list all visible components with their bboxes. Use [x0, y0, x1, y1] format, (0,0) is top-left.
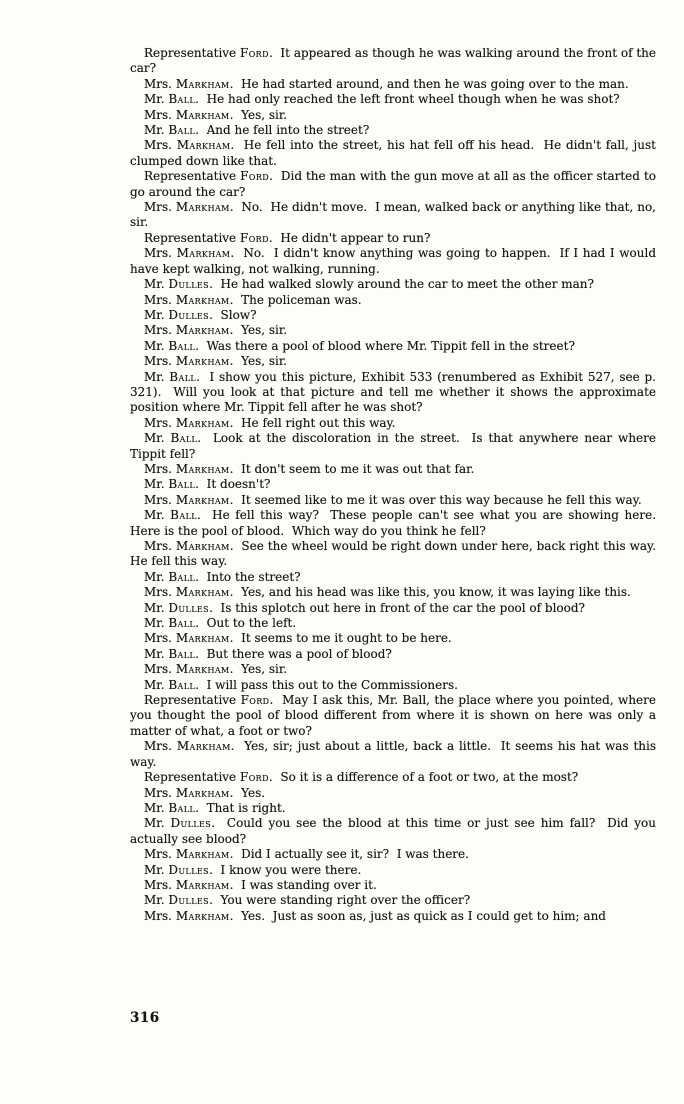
transcript-paragraph: Mrs. Markham. He fell right out this way. — [144, 415, 396, 430]
transcript-paragraph: Mrs. Markham. It don't seem to me it was out that far. — [144, 461, 475, 476]
speaker-label: Mrs. Markham. — [144, 847, 234, 862]
speaker-label: Mrs. Markham. — [144, 877, 234, 892]
transcript-paragraph: Mrs. Markham. It seems to me it ought to be here. — [144, 631, 452, 646]
speaker-label: Mrs. Markham. — [144, 785, 234, 800]
speaker-name: Ford — [240, 169, 270, 184]
speaker-label: Mr. Ball. — [144, 508, 201, 523]
speaker-label: Mrs. Markham. — [144, 631, 234, 646]
transcript-paragraph: Mr. Ball. I show you this picture, Exhibit 533 (renumbered as Exhibit 527, see p. 321). Will you look at that picture and tell me whether it shows the approximate position where Mr. Tippit fell after he was shot? — [130, 369, 660, 415]
transcript-paragraph: Mrs. Markham. Yes, sir. — [144, 662, 288, 677]
transcript-paragraph: Mrs. Markham. He had started around, and then he was going over to the man. — [144, 76, 629, 91]
speaker-label: Mr. Ball. — [144, 569, 199, 584]
transcript-paragraph: Mrs. Markham. I was standing over it. — [144, 877, 377, 892]
transcript-paragraph: Representative Ford. May I ask this, Mr. Ball, the place where you pointed, where you thought the pool of blood different from where it is shown on here was only a matter of what, a foot or two? — [130, 693, 660, 738]
speaker-name: Markham — [175, 785, 230, 800]
transcript-paragraph: Representative Ford. Did the man with the gun move at all as the officer started to go around the car? — [130, 169, 660, 199]
speaker-name: Markham — [175, 354, 230, 369]
speaker-name: Markham — [176, 246, 231, 261]
speaker-label: Mr. Ball. — [144, 123, 199, 138]
transcript-paragraph: Mrs. Markham. No. He didn't move. I mean, walked back or anything like that, no, sir. — [130, 200, 660, 230]
speaker-label: Mrs. Markham. — [144, 200, 234, 215]
transcript-paragraph: Mr. Ball. And he fell into the street? — [144, 123, 370, 138]
speaker-label: Mrs. Markham. — [144, 415, 234, 430]
speaker-name: Markham — [175, 292, 230, 307]
speaker-label: Mr. Dulles. — [144, 816, 216, 831]
speaker-label: Representative Ford. — [144, 693, 274, 708]
speaker-name: Ball — [168, 92, 196, 107]
speaker-name: Ball — [168, 616, 196, 631]
transcript-paragraph: Mr. Ball. He fell this way? These people can't see what you are showing here. Here is the pool of blood. Which way do you think he fell? — [130, 508, 664, 538]
speaker-label: Mr. Dulles. — [144, 307, 213, 322]
speaker-label: Mrs. Markham. — [144, 908, 234, 923]
transcript-paragraph: Mrs. Markham. It seemed like to me it was over this way because he fell this way. — [144, 492, 642, 507]
transcript-paragraph: Mrs. Markham. Yes. Just as soon as, just as quick as I could get to him; and — [144, 908, 606, 923]
speaker-label: Mrs. Markham. — [144, 739, 235, 754]
transcript-paragraph: Mr. Dulles. Slow? — [144, 307, 257, 322]
transcript-paragraph: Mr. Dulles. Could you see the blood at this time or just see him fall? Did you actually see blood? — [130, 816, 660, 846]
transcript-paragraph: Mrs. Markham. Yes, and his head was like this, you know, it was laying like this. — [144, 585, 631, 600]
speaker-label: Mrs. Markham. — [144, 354, 234, 369]
speaker-label: Mrs. Markham. — [144, 662, 234, 677]
speaker-label: Mrs. Markham. — [144, 138, 235, 153]
speaker-name: Dulles — [168, 307, 210, 322]
speaker-name: Dulles — [168, 893, 210, 908]
speaker-name: Ball — [168, 477, 196, 492]
speaker-label: Mrs. Markham. — [144, 492, 234, 507]
speaker-label: Mr. Ball. — [144, 369, 200, 384]
speaker-label: Mr. Ball. — [144, 616, 199, 631]
transcript-paragraph: Mrs. Markham. See the wheel would be right down under here, back right this way. He fell this way. — [130, 539, 664, 569]
transcript-paragraph: Mr. Dulles. I know you were there. — [144, 862, 362, 877]
speaker-name: Markham — [175, 908, 230, 923]
speaker-label: Mr. Dulles. — [144, 862, 213, 877]
speaker-label: Mrs. Markham. — [144, 292, 234, 307]
speaker-name: Markham — [175, 539, 230, 553]
page-number: 316 — [130, 1010, 160, 1026]
speaker-name: Ball — [168, 569, 196, 584]
speaker-label: Mr. Dulles. — [144, 277, 213, 292]
speaker-name: Ball — [169, 369, 197, 384]
transcript-paragraph: Mr. Dulles. You were standing right over the officer? — [144, 893, 471, 908]
speaker-name: Markham — [175, 200, 230, 215]
speaker-label: Mr. Ball. — [144, 338, 199, 353]
transcript-paragraph: Representative Ford. It appeared as though he was walking around the front of the car? — [130, 46, 660, 76]
speaker-label: Mr. Dulles. — [144, 893, 213, 908]
transcript-paragraph: Mrs. Markham. The policeman was. — [144, 292, 362, 307]
transcript-paragraph: Mr. Ball. I will pass this out to the Commissioners. — [144, 677, 458, 692]
speaker-label: Representative Ford. — [144, 770, 273, 785]
transcript-paragraph: Mr. Dulles. He had walked slowly around the car to meet the other man? — [144, 277, 594, 292]
speaker-name: Ball — [168, 800, 196, 815]
speaker-name: Dulles — [168, 862, 210, 877]
speaker-name: Markham — [175, 415, 230, 430]
speaker-name: Markham — [176, 739, 231, 754]
speaker-name: Markham — [175, 323, 230, 338]
speaker-label: Mr. Ball. — [144, 477, 199, 492]
speaker-label: Mrs. Markham. — [144, 76, 234, 91]
transcript-paragraph: Representative Ford. He didn't appear to run? — [144, 230, 431, 245]
speaker-label: Mr. Dulles. — [144, 600, 213, 615]
speaker-name: Markham — [175, 585, 230, 600]
speaker-label: Representative Ford. — [144, 169, 273, 184]
speaker-name: Ball — [168, 677, 196, 692]
transcript-paragraph: Mr. Ball. He had only reached the left front wheel though when he was shot? — [144, 92, 620, 107]
speaker-name: Ford — [240, 693, 270, 708]
transcript — [130, 46, 664, 924]
speaker-label: Mr. Ball. — [144, 431, 202, 446]
transcript-paragraph: Mrs. Markham. Yes, sir; just about a little, back a little. It seems his hat was this way. — [130, 739, 660, 769]
transcript-paragraph: Mrs. Markham. No. I didn't know anything was going to happen. If I had I would have kept walking, not walking, running. — [130, 246, 660, 276]
speaker-label: Representative Ford. — [144, 46, 273, 60]
transcript-paragraph: Mrs. Markham. He fell into the street, his hat fell off his head. He didn't fall, just clumped down like that. — [130, 138, 660, 168]
transcript-paragraph: Mrs. Markham. Did I actually see it, sir? I was there. — [144, 847, 469, 862]
speaker-name: Markham — [176, 138, 231, 153]
speaker-name: Ball — [170, 431, 198, 446]
speaker-label: Mrs. Markham. — [144, 585, 234, 600]
speaker-label: Mr. Ball. — [144, 677, 199, 692]
transcript-paragraph: Mrs. Markham. Yes, sir. — [144, 354, 288, 369]
speaker-name: Ball — [168, 123, 196, 138]
speaker-name: Ford — [239, 230, 269, 245]
transcript-paragraph: Mrs. Markham. Yes, sir. — [144, 107, 288, 122]
speaker-name: Markham — [175, 461, 230, 476]
speaker-name: Markham — [175, 877, 230, 892]
speaker-name: Markham — [175, 76, 230, 91]
transcript-paragraph: Mr. Ball. It doesn't? — [144, 477, 271, 492]
transcript-paragraph: Mr. Ball. Was there a pool of blood where Mr. Tippit fell in the street? — [144, 338, 575, 353]
transcript-paragraph: Representative Ford. So it is a difference of a foot or two, at the most? — [144, 770, 579, 785]
speaker-name: Ball — [170, 508, 197, 523]
transcript-paragraph: Mr. Ball. But there was a pool of blood? — [144, 646, 392, 661]
speaker-label: Mr. Ball. — [144, 800, 199, 815]
speaker-label: Mrs. Markham. — [144, 246, 235, 261]
speaker-label: Mrs. Markham. — [144, 539, 234, 553]
speaker-label: Mrs. Markham. — [144, 323, 234, 338]
speaker-name: Ford — [239, 770, 269, 785]
speaker-name: Dulles — [168, 277, 210, 292]
transcript-paragraph: Mrs. Markham. Yes. — [144, 785, 266, 800]
speaker-name: Markham — [175, 662, 230, 677]
speaker-name: Dulles — [168, 600, 210, 615]
speaker-name: Ball — [168, 338, 196, 353]
speaker-label: Mr. Ball. — [144, 92, 199, 107]
transcript-paragraph: Mr. Ball. That is right. — [144, 800, 286, 815]
transcript-paragraph: Mr. Ball. Out to the left. — [144, 616, 297, 631]
speaker-label: Mrs. Markham. — [144, 107, 234, 122]
transcript-paragraph: Mr. Ball. Look at the discoloration in the street. Is that anywhere near where Tippit fell? — [130, 431, 660, 461]
transcript-paragraph: Mrs. Markham. Yes, sir. — [144, 323, 288, 338]
speaker-name: Markham — [175, 107, 230, 122]
speaker-label: Mrs. Markham. — [144, 461, 234, 476]
transcript-paragraph: Mr. Ball. Into the street? — [144, 569, 301, 584]
transcript-paragraph: Mr. Dulles. Is this splotch out here in front of the car the pool of blood? — [144, 600, 585, 615]
speaker-name: Markham — [175, 847, 230, 862]
speaker-name: Markham — [175, 631, 230, 646]
speaker-label: Mr. Ball. — [144, 646, 199, 661]
speaker-name: Dulles — [170, 816, 212, 831]
speaker-label: Representative Ford. — [144, 230, 273, 245]
speaker-name: Ford — [240, 46, 269, 60]
speaker-name: Ball — [168, 646, 196, 661]
speaker-name: Markham — [175, 492, 230, 507]
